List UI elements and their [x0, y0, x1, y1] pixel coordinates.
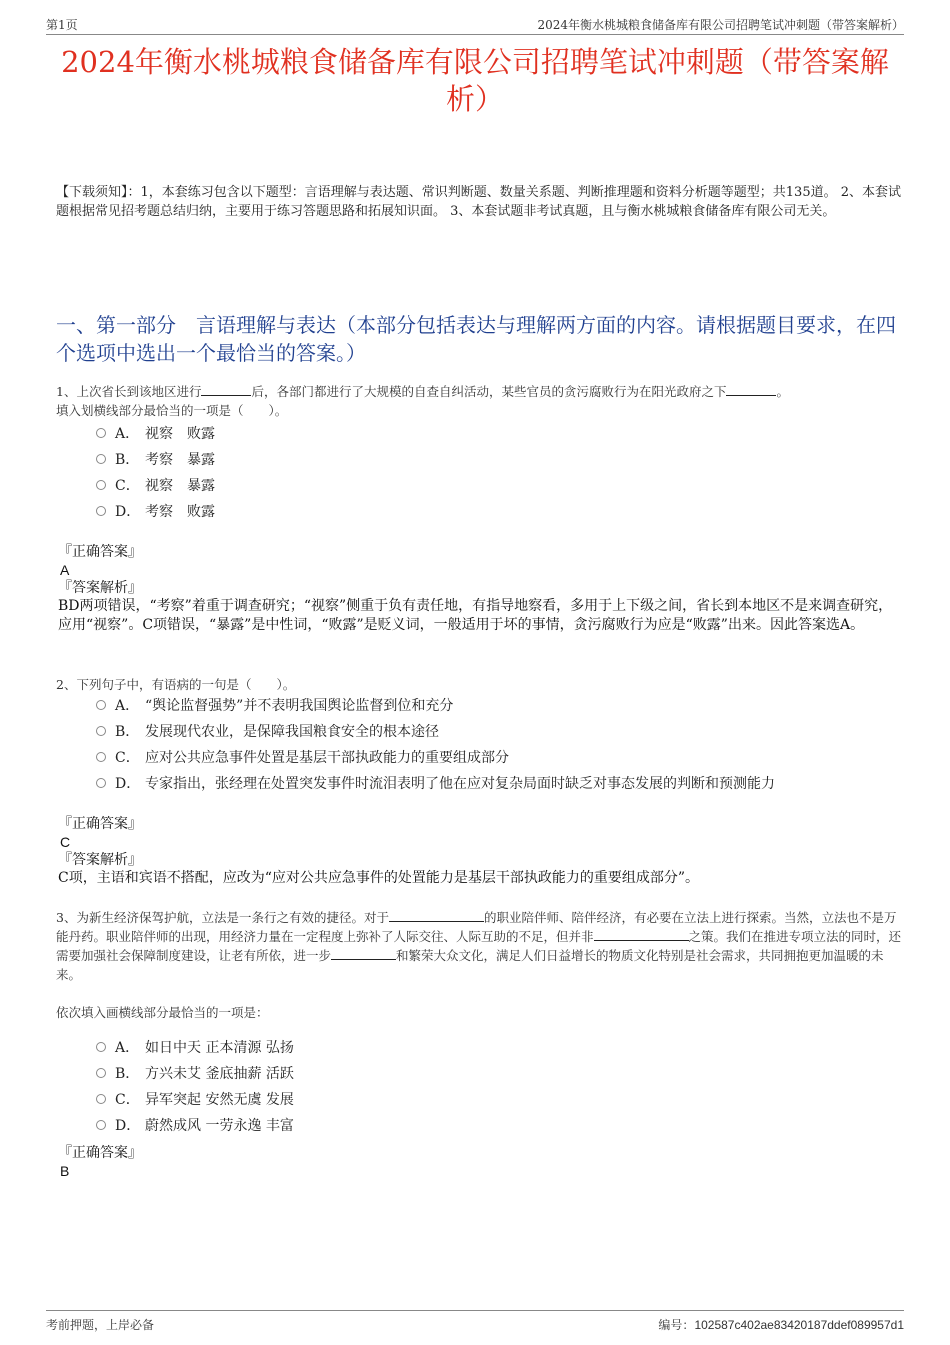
fill-blank: [594, 927, 689, 941]
page-number: 第1页: [46, 18, 78, 32]
option-key: A．: [115, 426, 140, 442]
option-b[interactable]: [96, 719, 775, 745]
option-key: C．: [115, 750, 140, 766]
correct-answer: B: [60, 1163, 70, 1179]
analysis-label: 『答案解析』: [58, 852, 142, 868]
correct-answer: A: [60, 562, 70, 578]
fill-blank: [201, 382, 251, 396]
option-text: 应对公共应急事件处置是基层干部执政能力的重要组成部分: [145, 750, 509, 766]
q3-stem-part: 3、为新生经济保驾护航，立法是一条行之有效的捷径。对于: [56, 910, 389, 925]
radio-icon[interactable]: [96, 428, 106, 438]
question-1-answer: [58, 543, 902, 635]
option-key: A．: [115, 698, 140, 714]
option-text: 蔚然成风 一劳永逸 丰富: [145, 1118, 294, 1134]
option-key: B．: [115, 724, 140, 740]
option-key: C．: [115, 1092, 140, 1108]
correct-answer-label: 『正确答案』: [58, 816, 142, 832]
radio-icon[interactable]: [96, 454, 106, 464]
radio-icon[interactable]: [96, 1094, 106, 1104]
option-c[interactable]: [96, 745, 775, 771]
option-c[interactable]: [96, 1087, 294, 1113]
option-text: 考察 败露: [145, 504, 215, 520]
correct-answer-label: 『正确答案』: [58, 1145, 142, 1161]
option-a[interactable]: [96, 421, 215, 447]
q1-stem-part: 后，各部门都进行了大规模的自查自纠活动，某些官员的贪污腐败行为在阳光政府之下: [251, 384, 727, 399]
question-2-options: [96, 693, 775, 797]
radio-icon[interactable]: [96, 752, 106, 762]
analysis-text: C项，主语和宾语不搭配，应改为“应对公共应急事件的处置能力是基层干部执政能力的重要组成部分”。: [58, 870, 700, 886]
option-text: “舆论监督强势”并不表明我国舆论监督到位和充分: [145, 698, 454, 714]
question-3-prompt: 依次填入画横线部分最恰当的一项是：: [56, 1005, 269, 1020]
option-d[interactable]: [96, 1113, 294, 1139]
option-key: A．: [115, 1040, 140, 1056]
radio-icon[interactable]: [96, 700, 106, 710]
option-d[interactable]: [96, 771, 775, 797]
correct-answer: C: [60, 834, 71, 850]
radio-icon[interactable]: [96, 778, 106, 788]
analysis-label: 『答案解析』: [58, 580, 142, 596]
option-key: D．: [115, 776, 141, 792]
question-1-stem: [56, 382, 902, 420]
option-text: 视察 败露: [145, 426, 215, 442]
option-text: 考察 暴露: [145, 452, 215, 468]
page-header: [46, 14, 904, 35]
q1-prompt: 填入划横线部分最恰当的一项是（ ）。: [56, 403, 288, 418]
q1-stem-part: 。: [776, 384, 789, 399]
analysis-text: BD两项错误，“考察”着重于调查研究；“视察”侧重于负有责任地，有指导地察看，多用于上下级之间，省长到本地区不是来调查研究，应用“视察”。C项错误，“暴露”是中性词，“败露”是贬义词，一般适用于坏的事情，贪污腐败行为应是“败露”出来。因此答案选A。: [58, 598, 893, 633]
radio-icon[interactable]: [96, 1042, 106, 1052]
radio-icon[interactable]: [96, 506, 106, 516]
code-value: 102587c402ae83420187ddef089957d1: [694, 1318, 904, 1332]
fill-blank: [331, 946, 396, 960]
fill-blank: [389, 908, 484, 922]
footer-code: [658, 1316, 904, 1333]
question-3-answer: [58, 1144, 902, 1180]
q3-stem-part: 和繁荣大众文化，满足人们日益增长的物质文化特别是社会需求，共同拥抱更加温暖的未来。: [56, 948, 884, 982]
radio-icon[interactable]: [96, 726, 106, 736]
radio-icon[interactable]: [96, 1068, 106, 1078]
option-b[interactable]: [96, 1061, 294, 1087]
q3-stem-part: 的职业陪伴师、陪伴经济，有必要在立法上进行探索。当然，立法也不是万能丹药。职业陪伴师的出现，用经济力量在一定程度上弥补了人际交往、人际互助的不足，但并非: [56, 910, 897, 944]
option-key: B．: [115, 452, 140, 468]
option-b[interactable]: [96, 447, 215, 473]
radio-icon[interactable]: [96, 1120, 106, 1130]
question-2-stem: 2、下列句子中，有语病的一句是（ ）。: [56, 677, 296, 692]
option-text: 视察 暴露: [145, 478, 215, 494]
document-title: 2024年衡水桃城粮食储备库有限公司招聘笔试冲刺题（带答案解析）: [61, 45, 889, 116]
option-text: 专家指出，张经理在处置突发事件时流泪表明了他在应对复杂局面时缺乏对事态发展的判断和预测能力: [145, 776, 775, 792]
option-a[interactable]: [96, 1035, 294, 1061]
option-key: C．: [115, 478, 140, 494]
code-label: 编号：: [658, 1318, 695, 1332]
question-1-options: [96, 421, 215, 525]
correct-answer-label: 『正确答案』: [58, 544, 142, 560]
option-c[interactable]: [96, 473, 215, 499]
option-key: D．: [115, 504, 141, 520]
section-heading: 一、第一部分 言语理解与表达（本部分包括表达与理解两方面的内容。请根据题目要求，在四个选项中选出一个最恰当的答案。）: [56, 313, 896, 365]
q3-stem-part: 之策。我们在推进专项立法的同时，还需要加强社会保障制度建设，让老有所依，进一步: [56, 929, 902, 963]
radio-icon[interactable]: [96, 480, 106, 490]
option-key: D．: [115, 1118, 141, 1134]
option-text: 异军突起 安然无虞 发展: [145, 1092, 294, 1108]
option-key: B．: [115, 1066, 140, 1082]
option-a[interactable]: [96, 693, 775, 719]
footer-slogan: 考前押题，上岸必备: [46, 1318, 155, 1332]
download-notice: 【下载须知】：1，本套练习包含以下题型：言语理解与表达题、常识判断题、数量关系题、判断推理题和资料分析题等题型；共135道。 2、本套试题根据常见招考题总结归纳，主要用于练习答题思路和拓展知识面。 3、本套试题非考试真题，且与衡水桃城粮食储备库有限公司无关。: [56, 185, 901, 219]
question-3-options: [96, 1035, 294, 1139]
header-doc-title: 2024年衡水桃城粮食储备库有限公司招聘笔试冲刺题（带答案解析）: [537, 18, 904, 32]
page-footer: [46, 1310, 904, 1333]
question-3-stem: [56, 908, 902, 984]
option-text: 发展现代农业，是保障我国粮食安全的根本途径: [145, 724, 439, 740]
option-text: 方兴未艾 釜底抽薪 活跃: [145, 1066, 294, 1082]
option-d[interactable]: [96, 499, 215, 525]
q1-stem-part: 1、上次省长到该地区进行: [56, 384, 202, 399]
option-text: 如日中天 正本清源 弘扬: [145, 1040, 294, 1056]
question-2-answer: [58, 815, 902, 887]
fill-blank: [726, 382, 776, 396]
